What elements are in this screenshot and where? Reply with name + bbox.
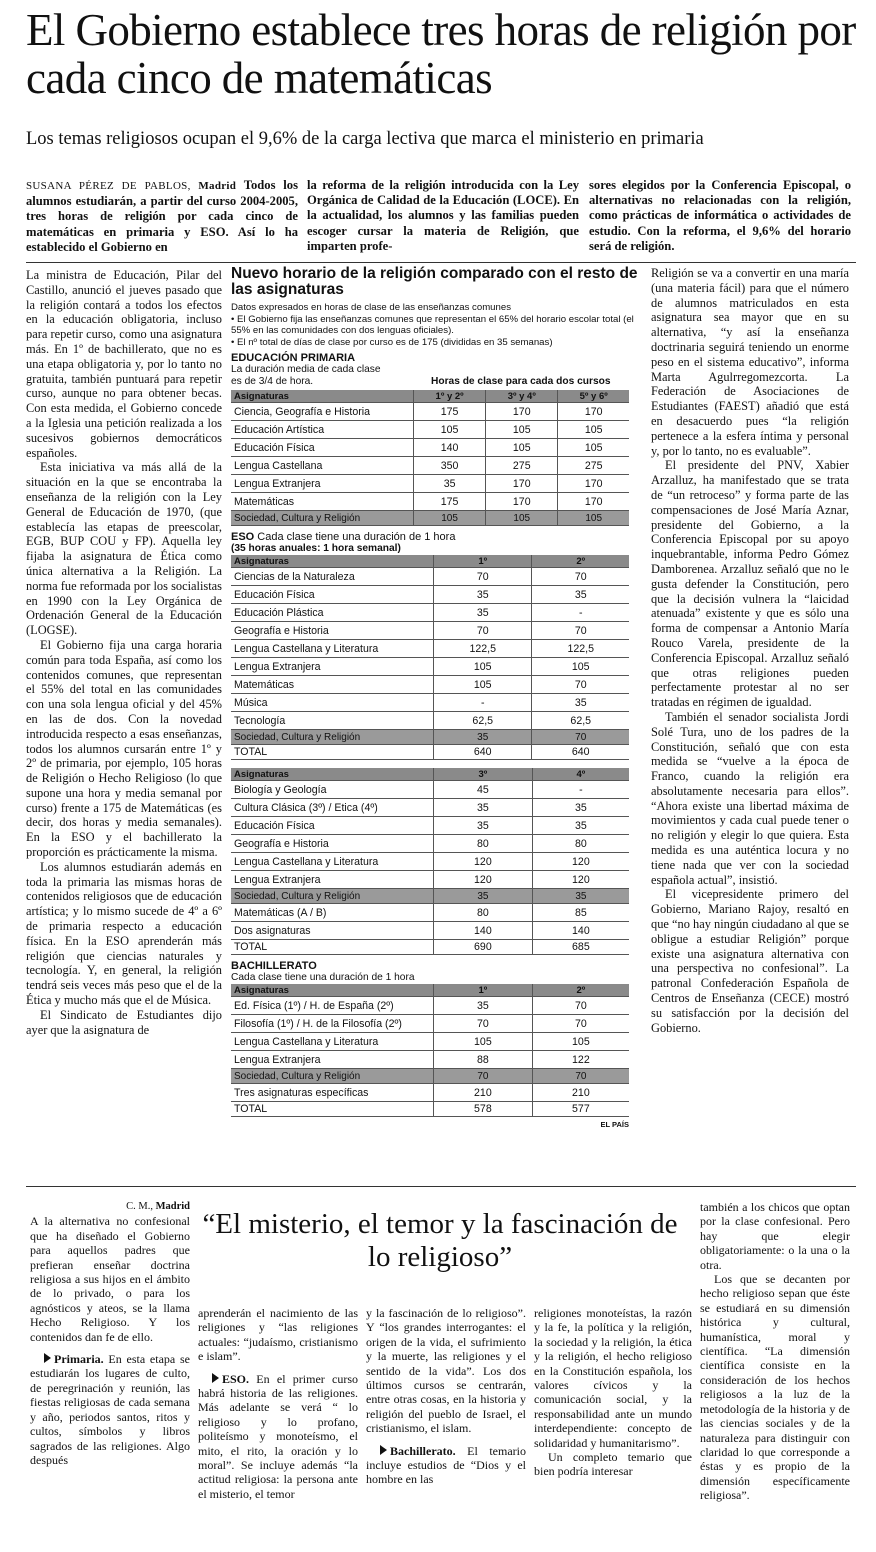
- table-row: [231, 658, 629, 676]
- hours-cell: 80: [532, 835, 629, 853]
- table-note: • El Gobierno fija las enseñanzas comunes que representan el 65% del horario escolar total (el 55% en las comunidades con dos lenguas oficiales).: [231, 313, 634, 337]
- subject-cell: Tecnología: [231, 712, 434, 730]
- subject-cell: Matemáticas: [231, 493, 414, 511]
- lead-divider: [26, 262, 856, 263]
- subject-cell: Sociedad, Cultura y Religión: [231, 889, 434, 904]
- source-credit: EL PAÍS: [600, 1120, 629, 1130]
- table-row: [231, 745, 629, 760]
- hours-cell: 105: [434, 676, 532, 694]
- hours-cell: 578: [434, 1102, 533, 1117]
- subject-cell: Dos asignaturas: [231, 922, 434, 940]
- subject-cell: Matemáticas (A / B): [231, 904, 434, 922]
- table-row: [231, 1069, 629, 1084]
- hours-cell: 35: [434, 817, 533, 835]
- hours-cell: 690: [434, 940, 533, 955]
- bach-heading: BACHILLERATO: [231, 960, 317, 973]
- hours-cell: 175: [414, 493, 486, 511]
- subject-cell: Geografía e Historia: [231, 835, 434, 853]
- subject-cell: Tres asignaturas específicas: [231, 1084, 434, 1102]
- hours-cell: 105: [532, 1033, 629, 1051]
- subject-cell: Lengua Castellana: [231, 457, 414, 475]
- hours-cell: -: [532, 781, 629, 799]
- eso-table-2: [231, 768, 629, 955]
- subject-cell: TOTAL: [231, 940, 434, 955]
- hours-cell: 35: [434, 889, 533, 904]
- hours-cell: 640: [434, 745, 532, 760]
- hours-cell: 45: [434, 781, 533, 799]
- triangle-bullet-icon: [380, 1445, 387, 1455]
- table-row: [231, 1015, 629, 1033]
- hours-cell: 105: [434, 658, 532, 676]
- hours-cell: 685: [532, 940, 629, 955]
- bach-table: [231, 984, 629, 1117]
- hours-cell: 170: [486, 403, 558, 421]
- subject-cell: Lengua Extranjera: [231, 658, 434, 676]
- hours-cell: 62,5: [434, 712, 532, 730]
- hours-cell: 140: [434, 922, 533, 940]
- hours-cell: 122: [532, 1051, 629, 1069]
- hours-cell: 210: [434, 1084, 533, 1102]
- subject-cell: Lengua Castellana y Literatura: [231, 1033, 434, 1051]
- subject-cell: Lengua Extranjera: [231, 1051, 434, 1069]
- table-row: [231, 439, 629, 457]
- table-header-cell: Asignaturas: [231, 555, 434, 568]
- subject-cell: Educación Física: [231, 439, 414, 457]
- subject-cell: Cultura Clásica (3º) / Etica (4º): [231, 799, 434, 817]
- table-row: [231, 940, 629, 955]
- subject-cell: Educación Física: [231, 817, 434, 835]
- box-col-5: también a los chicos que optan por la clase confesional. Pero hay que elegir obligatoriamente: o la una o la otra. Los que se decanten por hecho religioso sepan que éste se estudiará en su dimensión histórica y cultural, humanística, moral y científica. “La dimensión científica consiste en la consideración de los hechos religiosos a la luz de la metodología de la historia y de las ciencias sociales y de la naturaleza para distinguir con claridad lo que corresponde a éstas y es propio de la dimensión específicamente religiosa”.: [700, 1200, 850, 1503]
- table-row: [231, 403, 629, 421]
- hours-cell: 70: [532, 1069, 629, 1084]
- table-header-cell: Asignaturas: [231, 768, 434, 781]
- table-row: [231, 781, 629, 799]
- hours-cell: 105: [434, 1033, 533, 1051]
- primaria-cols-label: Horas de clase para cada dos cursos: [431, 376, 611, 388]
- table-header-row: [231, 390, 629, 403]
- right-column: Religión se va a convertir en una maría (una materia fácil) para que el número de alumnos matriculados en esta asignatura sea mayor que en su alternativa, “y así la enseñanza doctrinaria seguirá teniendo un enorme peso en el sistema educativo”, informa Marta Agulrregomezcorta. La Federación de Asociaciones de Estudiantes (FAEST) añadió que está en desacuerdo pues “la religión pertenece a la esfera íntima y personal y, por lo tanto, no es evaluable”. El presidente del PNV, Xabier Arzalluz, ha manifestado que se trata de “un retroceso” y forma parte de las compensaciones de José María Aznar, presidente del Gobierno, a la Conferencia Episcopal por su apoyo inquebrantable, informa Pedro Gómez Damborenea. Arzalluz señaló que no le gusta defender la Constitución, pero que la decisión vulnera la “laicidad atenuada” existente y que es sólo una forma de compensar a Antonio María Rouco Varela, presidente de la Conferencia Episcopal. Arzalluz señaló que otras religiones pueden perfectamente protestar al no ser tratadas en régimen de igualdad. También el senador socialista Jordi Solé Tura, uno de los padres de la Constitución, señaló que con esta medida se “vuelve a la época de Franco, cuando la religión era absolutamente necesaria para ellos”. “Ahora existe una libertad máxima de movimientos y cada cual puede tener o no religión y elegir lo que quiera. Esta medida es una auténtica locura y no tiene nada que ver con la sociedad española actual”, insistió. El vicepresidente primero del Gobierno, Mariano Rajoy, resaltó en que “no hay ningún ciudadano al que se obligue a estudiar Religión” porque existe una asignatura alternativa con una perspectiva no confesional”. La patronal Confederación Española de Centros de Enseñanza (CECE) mostró su satisfacción por la decisión del Gobierno.: [651, 266, 849, 1035]
- table-row: [231, 568, 629, 586]
- subject-cell: Matemáticas: [231, 676, 434, 694]
- subject-cell: Ciencias de la Naturaleza: [231, 568, 434, 586]
- hours-cell: 70: [532, 730, 629, 745]
- table-header-row: [231, 984, 629, 997]
- headline: El Gobierno establece tres horas de religión por cada cinco de matemáticas: [26, 5, 856, 103]
- table-header-cell: 2º: [532, 984, 629, 997]
- hours-cell: 640: [532, 745, 629, 760]
- lead-col-1: SUSANA PÉREZ DE PABLOS, Madrid Todos los alumnos estudiarán, a partir del curso 2004-2005, tres horas de religión por cada cinco de matemáticas en primaria y ESO. Así lo ha establecido el Gobierno en: [26, 178, 298, 254]
- subject-cell: Lengua Castellana y Literatura: [231, 640, 434, 658]
- hours-cell: 70: [434, 1069, 533, 1084]
- hours-cell: 35: [532, 694, 629, 712]
- triangle-bullet-icon: [212, 1373, 219, 1383]
- hours-cell: 120: [532, 853, 629, 871]
- table-title: Nuevo horario de la religión comparado con el resto de las asignaturas: [231, 265, 638, 298]
- subject-cell: Música: [231, 694, 434, 712]
- table-header-cell: Asignaturas: [231, 390, 414, 403]
- table-row: [231, 712, 629, 730]
- hours-cell: 35: [532, 817, 629, 835]
- hours-cell: 70: [532, 568, 629, 586]
- table-header-row: [231, 768, 629, 781]
- hours-cell: 170: [486, 493, 558, 511]
- hours-cell: 170: [486, 475, 558, 493]
- subject-cell: Educación Física: [231, 586, 434, 604]
- box-quote: “El misterio, el temor y la fascinación de lo religioso”: [202, 1208, 678, 1273]
- table-header-cell: 3º: [434, 768, 533, 781]
- table-row: [231, 493, 629, 511]
- hours-cell: 350: [414, 457, 486, 475]
- lead-col-2: la reforma de la religión introducida con la Ley Orgánica de Calidad de la Educación (LOCE). En la actualidad, los alumnos y las familias pueden escoger cursar la materia de Religión, que imparten profe-: [307, 178, 579, 253]
- table-row: [231, 676, 629, 694]
- lead-col-3: sores elegidos por la Conferencia Episcopal, o alternativas no relacionadas con la religión, como prácticas de informática o actividades de estudio. Con la reforma, el 9,6% del horario será de religión.: [589, 178, 851, 253]
- table-row: [231, 511, 629, 526]
- hours-cell: 70: [532, 676, 629, 694]
- eso-table-1: [231, 555, 629, 760]
- table-header-cell: 1º y 2º: [414, 390, 486, 403]
- hours-cell: 88: [434, 1051, 533, 1069]
- table-header-cell: 2º: [532, 555, 629, 568]
- hours-cell: 105: [558, 439, 629, 457]
- hours-cell: 140: [414, 439, 486, 457]
- hours-cell: 122,5: [434, 640, 532, 658]
- table-row: [231, 586, 629, 604]
- hours-cell: 105: [486, 439, 558, 457]
- hours-cell: 35: [414, 475, 486, 493]
- table-header-cell: 5º y 6º: [558, 390, 629, 403]
- subject-cell: Sociedad, Cultura y Religión: [231, 1069, 434, 1084]
- table-row: [231, 835, 629, 853]
- hours-cell: 275: [486, 457, 558, 475]
- subhead: Los temas religiosos ocupan el 9,6% de la carga lectiva que marca el ministerio en primaria: [26, 129, 704, 149]
- hours-cell: 105: [414, 421, 486, 439]
- hours-cell: 105: [558, 511, 629, 526]
- hours-cell: 105: [486, 421, 558, 439]
- primaria-sub: La duración media de cada clase es de 3/4 de hora.: [231, 364, 381, 388]
- byline: SUSANA PÉREZ DE PABLOS, Madrid: [26, 180, 237, 192]
- bach-sub: Cada clase tiene una duración de 1 hora: [231, 972, 415, 984]
- hours-cell: 170: [558, 493, 629, 511]
- table-header-cell: 4º: [532, 768, 629, 781]
- table-row: [231, 457, 629, 475]
- table-row: [231, 730, 629, 745]
- table-row: [231, 1102, 629, 1117]
- table-row: [231, 889, 629, 904]
- subject-cell: TOTAL: [231, 1102, 434, 1117]
- hours-cell: -: [532, 604, 629, 622]
- hours-cell: 120: [434, 853, 533, 871]
- subject-cell: Sociedad, Cultura y Religión: [231, 511, 414, 526]
- box-col-1: C. M., Madrid A la alternativa no confesional que ha diseñado el Gobierno para aquellos padres que prefieran enseñar doctrina religiosa a sus hijos en el ámbito de lo privado, o para los agnósticos y ateos, se la llama Hecho Religioso. Y los contenidos dan fe de ello. Primaria. En esta etapa se estudiarán los lugares de culto, de peregrinación y reunión, las fiestas religiosas de cada semana y año, periodos santos, ritos y cultos, símbolos y libros sagrados de las religiones. Algo después: [30, 1201, 190, 1467]
- table-row: [231, 997, 629, 1015]
- primaria-heading: EDUCACIÓN PRIMARIA: [231, 352, 356, 365]
- hours-cell: 35: [434, 604, 532, 622]
- hours-cell: 35: [532, 586, 629, 604]
- hours-cell: 70: [532, 622, 629, 640]
- subject-cell: Ciencia, Geografía e Historia: [231, 403, 414, 421]
- subject-cell: TOTAL: [231, 745, 434, 760]
- hours-cell: 105: [486, 511, 558, 526]
- box-col-4: religiones monoteístas, la razón y la fe, la política y la religión, la sociedad y la religión, la ética y la religión, el hecho religioso en la Constitución española, los valores cívicos y la comunicación social, y la responsabilidad ante un mundo interdependiente: concepto de solidaridad y humanitarismo”. Un completo temario que bien podría interesar: [534, 1306, 692, 1479]
- table-row: [231, 904, 629, 922]
- table-row: [231, 1084, 629, 1102]
- hours-cell: 170: [558, 475, 629, 493]
- hours-cell: 35: [434, 586, 532, 604]
- table-row: [231, 640, 629, 658]
- hours-cell: 122,5: [532, 640, 629, 658]
- hours-cell: 105: [558, 421, 629, 439]
- box-divider: [26, 1186, 856, 1187]
- hours-cell: 275: [558, 457, 629, 475]
- table-header-cell: 3º y 4º: [486, 390, 558, 403]
- table-row: [231, 1051, 629, 1069]
- table-row: [231, 817, 629, 835]
- table-header-row: [231, 555, 629, 568]
- table-row: [231, 604, 629, 622]
- hours-cell: 35: [434, 799, 533, 817]
- eso-section: ESO Cada clase tiene una duración de 1 hora: [231, 531, 456, 544]
- hours-cell: 120: [434, 871, 533, 889]
- hours-cell: 85: [532, 904, 629, 922]
- hours-cell: 120: [532, 871, 629, 889]
- table-note: Datos expresados en horas de clase de las enseñanzas comunes: [231, 302, 511, 313]
- box-col-2: aprenderán el nacimiento de las religiones y “las religiones actuales: “judaísmo, cristianismo e islam”. ESO. En el primer curso habrá historia de las religiones. Más adelante se verá “ lo religioso y lo profano, politeísmo y monoteísmo, el mito, el rito, la oración y lo moral”. Se incluye además “la actitud religiosa: la persona ante el misterio, el temor: [198, 1306, 358, 1501]
- hours-cell: 105: [414, 511, 486, 526]
- box-col-3: y la fascinación de lo religioso”. Y “los grandes interrogantes: el origen de la vida, el sufrimiento y la muerte, las religiones y el sentido de la vida”. Los dos últimos cursos se centrarán, entre otras cosas, en la historia y religión del pueblo de Israel, el cristianismo, el islam. Bachillerato. El temario incluye estudios de “Dios y el hombre en las: [366, 1306, 526, 1487]
- table-row: [231, 694, 629, 712]
- hours-cell: 175: [414, 403, 486, 421]
- table-header-cell: 1º: [434, 555, 532, 568]
- hours-cell: 35: [434, 997, 533, 1015]
- table-row: [231, 799, 629, 817]
- subject-cell: Lengua Extranjera: [231, 475, 414, 493]
- table-row: [231, 922, 629, 940]
- hours-cell: 105: [532, 658, 629, 676]
- subject-cell: Lengua Castellana y Literatura: [231, 853, 434, 871]
- hours-cell: 70: [532, 1015, 629, 1033]
- subject-cell: Geografía e Historia: [231, 622, 434, 640]
- hours-cell: 170: [558, 403, 629, 421]
- table-row: [231, 475, 629, 493]
- subject-cell: Educación Plástica: [231, 604, 434, 622]
- hours-cell: 70: [434, 568, 532, 586]
- schedule-table-box: [231, 266, 643, 1164]
- hours-cell: 80: [434, 904, 533, 922]
- table-row: [231, 1033, 629, 1051]
- table-header-cell: Asignaturas: [231, 984, 434, 997]
- hours-cell: 70: [434, 1015, 533, 1033]
- table-row: [231, 622, 629, 640]
- subject-cell: Ed. Física (1º) / H. de España (2º): [231, 997, 434, 1015]
- subject-cell: Sociedad, Cultura y Religión: [231, 730, 434, 745]
- hours-cell: 35: [434, 730, 532, 745]
- left-column: La ministra de Educación, Pilar del Castillo, anunció el jueves pasado que la religión contará a todos los efectos en la educación obligatoria, incluso para repetir curso, como una asignatura más. En 1º de bachillerato, que no es una etapa obligatoria y, por lo tanto no gratuita, también puntuará para repetir curso, aunque no para obtener becas. Con esta medida, el Gobierno concede a la Iglesia una petición realizada a los sucesivos gobiernos democráticos españoles. Esta iniciativa va más allá de la situación en la que se encontraba la enseñanza de la religión con la Ley General de Educación de 1970, (que establecía las etapas de preescolar, EGB, BUP COU y FP). Aquella ley fijaba la asignatura de Ética como única alternativa a la Religión. La norma fue reformada por los socialistas en 1990 con la Ley Orgánica de Ordenación General de la Educación (LOGSE). El Gobierno fija una carga horaria común para toda España, así como los contenidos comunes, que representan el 55% del total en las comunidades con una sola lengua oficial y del 45% en las de dos. Con la novedad introducida respecto a esas enseñanzas, todos los alumnos cursarán entre 1º y 2º de primaria, por ejemplo, 105 horas de Religión o Hecho Religioso (lo que supone una hora y media semanal por curso) frente a 175 de Matemáticas (es decir, dos horas y media semanales). En la ESO y el bachillerato la proporción es prácticamente la misma. Los alumnos estudiarán además en toda la primaria las mismas horas de contenidos religiosos que de educación artística; y lo mismo sucede de 4º a 6º de primaria respecto a educación física. En la ESO aprenderán más religión que ciencias naturales y tecnología. Y, en general, la religión tendrá seis veces más peso que el de la Ética y mucho más que el de Música. El Sindicato de Estudiantes dijo ayer que la asignatura de: [26, 268, 222, 1037]
- hours-cell: 35: [532, 799, 629, 817]
- table-row: [231, 421, 629, 439]
- subject-cell: Filosofía (1º) / H. de la Filosofía (2º): [231, 1015, 434, 1033]
- subject-cell: Biología y Geología: [231, 781, 434, 799]
- hours-cell: 577: [532, 1102, 629, 1117]
- subject-cell: Educación Artística: [231, 421, 414, 439]
- hours-cell: 210: [532, 1084, 629, 1102]
- hours-cell: 70: [532, 997, 629, 1015]
- table-row: [231, 871, 629, 889]
- hours-cell: 80: [434, 835, 533, 853]
- primaria-table: [231, 390, 629, 526]
- table-row: [231, 853, 629, 871]
- subject-cell: Lengua Extranjera: [231, 871, 434, 889]
- table-note: • El nº total de días de clase por curso es de 175 (divididas en 35 semanas): [231, 336, 553, 348]
- eso-sub: (35 horas anuales: 1 hora semanal): [231, 543, 401, 555]
- hours-cell: 62,5: [532, 712, 629, 730]
- triangle-bullet-icon: [44, 1353, 51, 1363]
- hours-cell: 140: [532, 922, 629, 940]
- hours-cell: -: [434, 694, 532, 712]
- box-byline: C. M., Madrid: [126, 1201, 190, 1212]
- table-header-cell: 1º: [434, 984, 533, 997]
- hours-cell: 70: [434, 622, 532, 640]
- hours-cell: 35: [532, 889, 629, 904]
